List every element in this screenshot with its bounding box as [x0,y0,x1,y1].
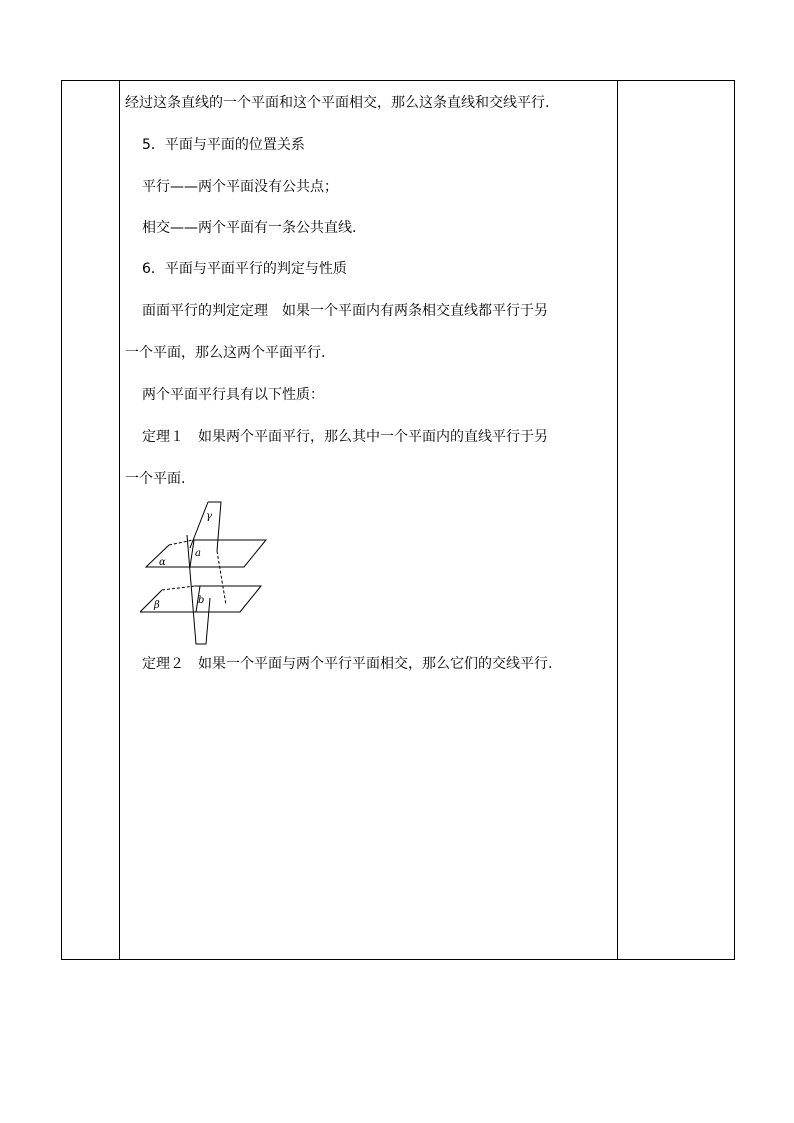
parallel-planes-figure [140,499,272,649]
label-gamma: γ [206,511,212,522]
content-cell [120,81,618,960]
text-line-parallel-def: 平行——两个平面没有公共点； [142,179,338,195]
text-line-intersect-def: 相交——两个平面有一条公共直线. [142,220,357,236]
section-heading-6: 6．平面与平面平行的判定与性质 [142,261,347,277]
text-line-criterion-theorem-cont: 一个平面，那么这两个平面平行. [125,345,326,361]
label-line-b: b [198,595,205,606]
plane-gamma-outline [208,502,221,551]
label-alpha: α [159,557,166,568]
content-area [120,81,617,959]
text-line-properties-intro: 两个平面平行具有以下性质： [142,387,324,403]
lesson-table [61,80,735,960]
section-heading-5: 5．平面与平面的位置关系 [142,137,305,153]
label-line-a: a [195,548,201,559]
right-column-cell [618,81,735,960]
text-line-criterion-theorem: 面面平行的判定定理 如果一个平面内有两条相交直线都平行于另 [142,303,548,319]
label-beta: β [154,600,160,611]
left-column-cell [62,81,120,960]
text-line-theorem-1: 定理１ 如果两个平面平行，那么其中一个平面内的直线平行于另 [142,429,548,445]
text-line-continuation: 经过这条直线的一个平面和这个平面相交，那么这条直线和交线平行. [125,95,550,111]
text-line-theorem-1-cont: 一个平面. [125,471,186,487]
parallel-planes-diagram [140,499,272,649]
text-line-theorem-2: 定理２ 如果一个平面与两个平行平面相交，那么它们的交线平行. [142,656,553,672]
table-row [62,81,735,960]
